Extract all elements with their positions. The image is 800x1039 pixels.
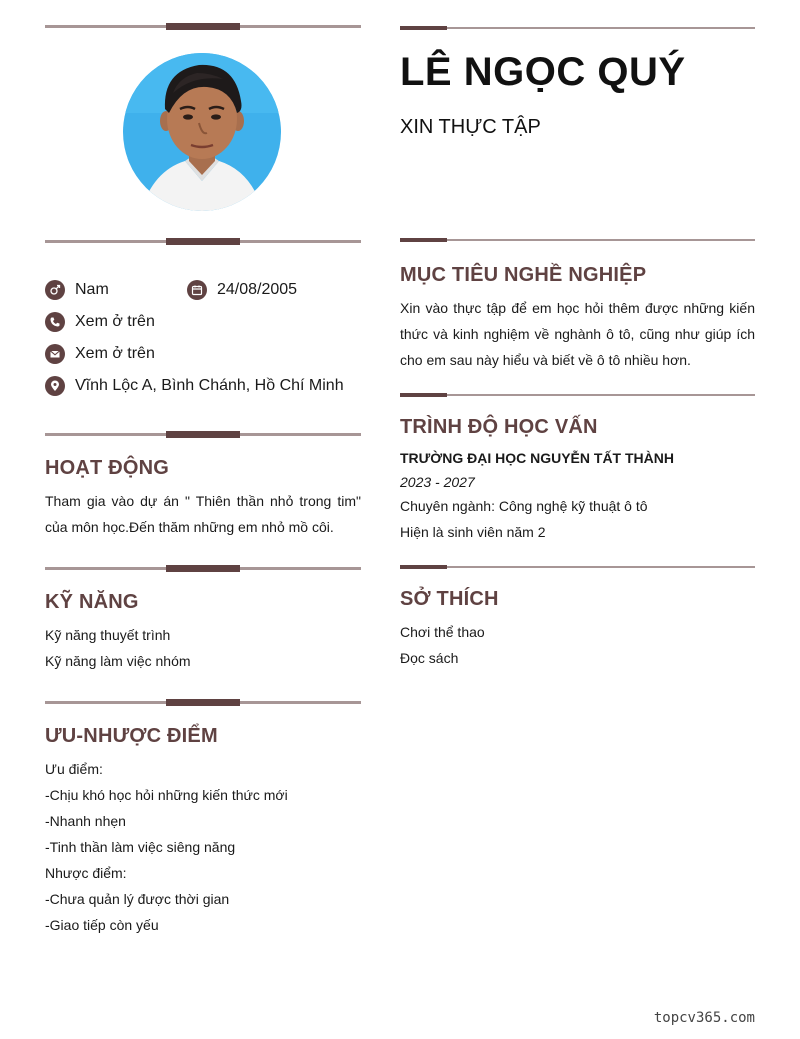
pros-cons-line: Nhược điểm: — [45, 865, 127, 881]
email-value: Xem ở trên — [75, 345, 155, 362]
info-birthday — [187, 279, 297, 301]
info-gender — [45, 279, 109, 301]
calendar-icon — [187, 280, 207, 300]
divider — [45, 564, 361, 574]
phone-value: Xem ở trên — [75, 313, 155, 330]
education-title: TRÌNH ĐỘ HỌC VẤN — [400, 416, 598, 438]
divider — [45, 22, 361, 32]
pros-cons-line: Ưu điểm: — [45, 761, 103, 777]
info-address — [45, 375, 344, 397]
info-email — [45, 343, 155, 365]
education-period: 2023 - 2027 — [400, 474, 475, 490]
hobby-item: Chơi thể thao — [400, 624, 485, 640]
divider — [400, 563, 755, 571]
job-position: XIN THỰC TẬP — [400, 116, 541, 138]
email-icon — [45, 344, 65, 364]
profile-photo — [123, 53, 281, 211]
pros-cons-line: -Nhanh nhẹn — [45, 813, 126, 829]
pros-cons-title: ƯU-NHƯỢC ĐIỂM — [45, 725, 218, 747]
skills-title: KỸ NĂNG — [45, 591, 139, 613]
divider — [400, 236, 755, 244]
divider — [45, 237, 361, 247]
divider — [45, 698, 361, 708]
pros-cons-list — [45, 756, 361, 938]
avatar — [123, 53, 281, 211]
pros-cons-line: -Giao tiếp còn yếu — [45, 917, 159, 933]
address-value: Vĩnh Lộc A, Bình Chánh, Hồ Chí Minh — [75, 377, 344, 394]
birthday-value: 24/08/2005 — [217, 281, 298, 298]
divider — [45, 430, 361, 440]
pros-cons-line: -Chịu khó học hỏi những kiến thức mới — [45, 787, 288, 803]
gender-icon — [45, 280, 65, 300]
full-name: LÊ NGỌC QUÝ — [400, 50, 686, 94]
gender-value: Nam — [75, 281, 109, 298]
divider — [400, 24, 755, 32]
info-phone — [45, 311, 155, 333]
education-school: TRƯỜNG ĐẠI HỌC NGUYỄN TẤT THÀNH — [400, 450, 674, 466]
pros-cons-line: -Chưa quản lý được thời gian — [45, 891, 230, 907]
objective-title: MỤC TIÊU NGHỀ NGHIỆP — [400, 264, 647, 286]
activities-title: HOẠT ĐỘNG — [45, 457, 170, 479]
skill-item: Kỹ năng thuyết trình — [45, 627, 171, 643]
skills-list — [45, 622, 361, 674]
education-major: Chuyên ngành: Công nghệ kỹ thuật ô tô — [400, 498, 648, 514]
divider — [400, 391, 755, 399]
education-status: Hiện là sinh viên năm 2 — [400, 524, 546, 540]
hobbies-title: SỞ THÍCH — [400, 588, 499, 610]
hobby-item: Đọc sách — [400, 650, 459, 666]
activities-content: Tham gia vào dự án " Thiên thần nhỏ trong tim" của môn học.Đến thăm những em nhỏ mồ côi. — [45, 493, 361, 535]
skill-item: Kỹ năng làm việc nhóm — [45, 653, 191, 669]
location-icon — [45, 376, 65, 396]
pros-cons-line: -Tinh thần làm việc siêng năng — [45, 839, 236, 855]
phone-icon — [45, 312, 65, 332]
watermark: topcv365.com — [653, 1010, 755, 1026]
hobbies-list — [400, 619, 755, 671]
objective-content: Xin vào thực tập để em học hỏi thêm được những kiến thức và kinh nghiệm về nghành ô tô, cũng như giúp ích cho em sau này hiểu và biết về ô tô nhiều hơn. — [400, 300, 755, 368]
